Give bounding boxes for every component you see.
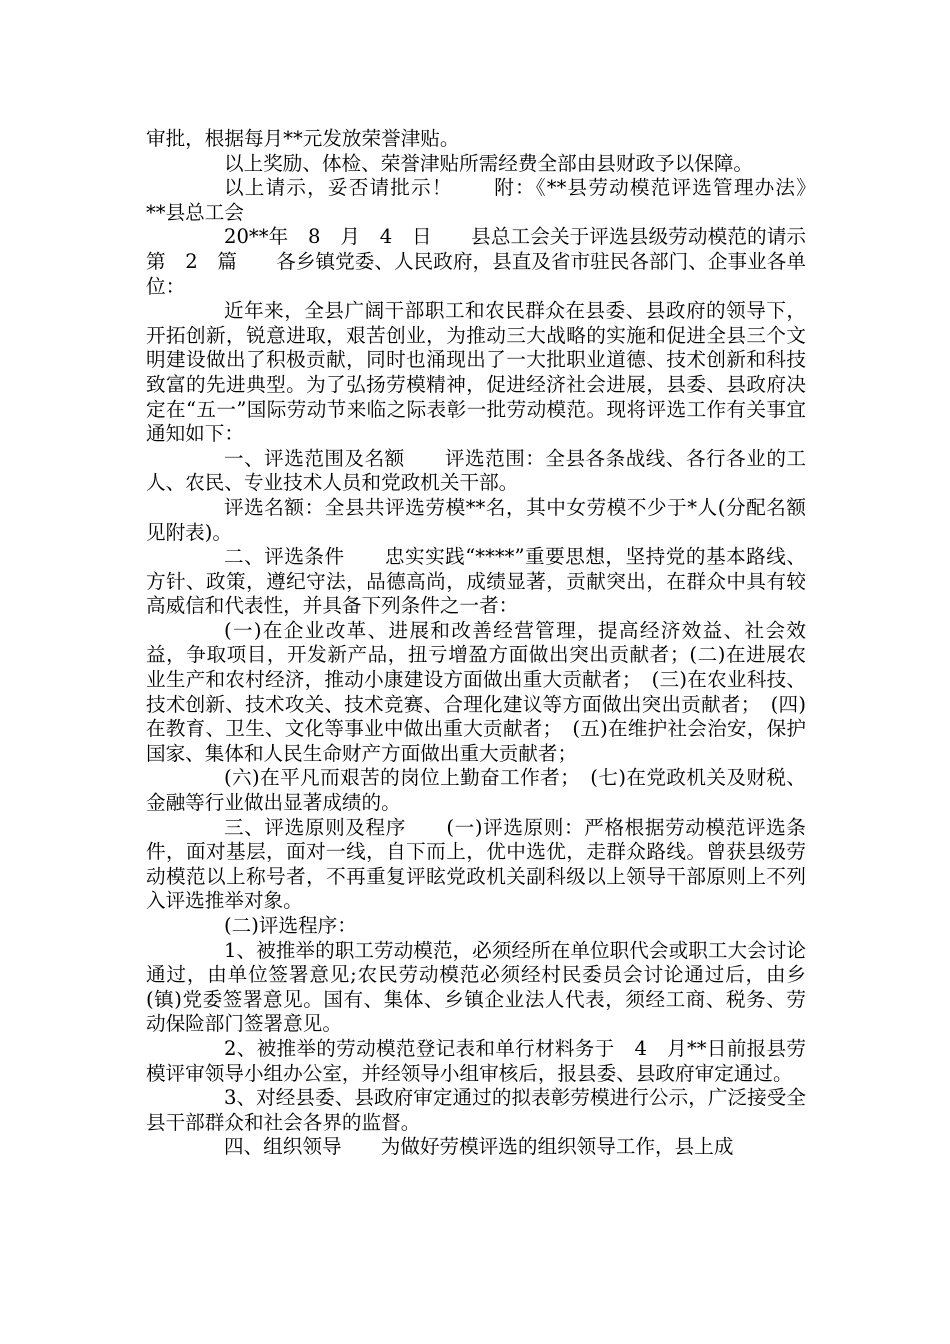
paragraph-8: 二、评选条件 忠实实践“****”重要思想，坚持党的基本路线、方针、政策，遵纪守法，品德高尚，成绩显著，贡献突出，在群众中具有较高威信和代表性，并具备下列条件之一者： <box>146 545 806 618</box>
paragraph-16: 四、组织领导 为做好劳模评选的组织领导工作，县上成 <box>224 1135 734 1159</box>
paragraph-12: (二)评选程序： <box>224 914 357 937</box>
paragraph-13: 1、被推举的职工劳动模范，必须经所在单位职代会或职工大会讨论通过，由单位签署意见;农民劳动模范必须经村民委员会讨论通过后，由乡(镇)党委签署意见。国有、集体、乡镇企业法人代表，须经工商、税务、劳动保险部门签署意见。 <box>146 938 806 1036</box>
paragraph-6: 一、评选范围及名额 评选范围：全县各条战线、各行各业的工人、农民、专业技术人员和党政机关干部。 <box>146 446 806 495</box>
paragraph-5: 近年来，全县广阔干部职工和农民群众在县委、县政府的领导下，开拓创新，锐意进取，艰苦创业，为推动三大战略的实施和促进全县三个文明建设做出了积极贡献，同时也涌现出了一大批职业道德、技术创新和科技致富的先进典型。为了弘扬劳模精神，促进经济社会进展，县委、县政府决定在“五一”国际劳动节来临之际表彰一批劳动模范。现将评选工作有关事宜通知如下： <box>146 299 806 446</box>
paragraph-11: 三、评选原则及程序 (一)评选原则：严格根据劳动模范评选条件，面对基层，面对一线，自下而上，优中选优，走群众路线。曾获县级劳动模范以上称号者，不再重复评眩党政机关副科级以上领导干部原则上不列入评选推举对象。 <box>146 815 806 913</box>
document-body <box>146 127 846 1160</box>
paragraph-1: 审批，根据每月**元发放荣誉津贴。 <box>146 127 460 150</box>
paragraph-14: 2、被推举的劳动模范登记表和单行材料务于 4 月**日前报县劳模评审领导小组办公室，并经领导小组审核后，报县委、县政府审定通过。 <box>146 1036 806 1085</box>
paragraph-10: (六)在平凡而艰苦的岗位上勤奋工作者； (七)在党政机关及财税、金融等行业做出显著成绩的。 <box>146 766 806 815</box>
paragraph-3: 以上请示，妥否请批示！ 附：《**县劳动模范评选管理办法》 **县总工会 <box>146 176 846 224</box>
paragraph-2: 以上奖励、体检、荣誉津贴所需经费全部由县财政予以保障。 <box>224 151 754 175</box>
paragraph-7: 评选名额：全县共评选劳模**名，其中女劳模不少于*人(分配名额见附表)。 <box>146 495 806 544</box>
paragraph-4: 20**年 8 月 4 日 县总工会关于评选县级劳动模范的请示第 2 篇 各乡镇党委、人民政府，县直及省市驻民各部门、企事业各单位： <box>146 225 806 298</box>
paragraph-15: 3、对经县委、县政府审定通过的拟表彰劳模进行公示，广泛接受全县干部群众和社会各界的监督。 <box>146 1086 806 1134</box>
paragraph-9: (一)在企业改革、进展和改善经营管理，提高经济效益、社会效益，争取项目，开发新产品，扭亏增盈方面做出突出贡献者；(二)在进展农业生产和农村经济，推动小康建设方面做出重大贡献者； (三)在农业科技、技术创新、技术攻关、技术竞赛、合理化建议等方面做出突出贡献者； (四)在教育、卫生、文化等事业中做出重大贡献者； (五)在维护社会治安，保护国家、集体和人民生命财产方面做出重大贡献者； <box>146 618 806 765</box>
